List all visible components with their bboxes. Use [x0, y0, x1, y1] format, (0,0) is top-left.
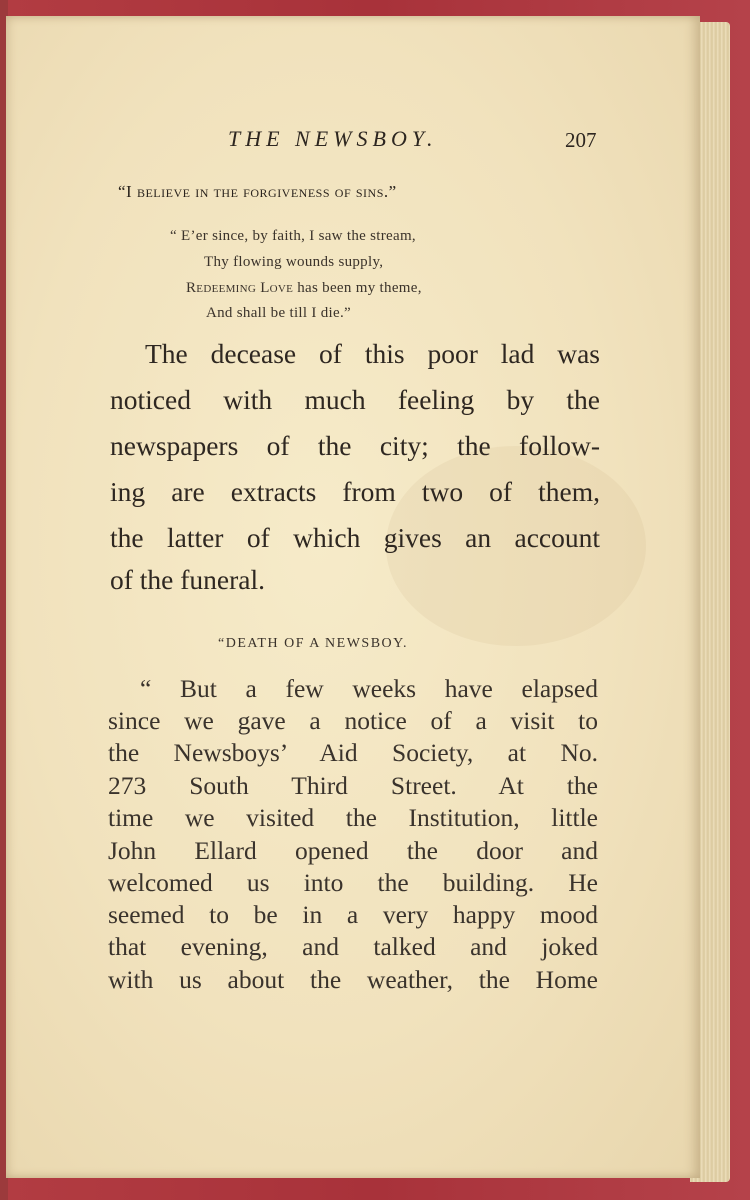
- verse-line: [186, 280, 422, 297]
- article-line: “ But a few weeks have elapsed: [140, 674, 598, 703]
- page-number: 207: [565, 128, 597, 152]
- running-header: [228, 126, 608, 156]
- article-line: the Newsboys’ Aid Society, at No.: [108, 738, 598, 767]
- article-line: welcomed us into the building. He: [108, 868, 598, 897]
- verse-line: “ E’er since, by faith, I saw the stream,: [170, 228, 416, 244]
- verse-line: Thy flowing wounds supply,: [204, 254, 384, 270]
- article-line: that evening, and talked and joked: [108, 932, 598, 961]
- article-line: 273 South Third Street. At the: [108, 771, 598, 800]
- article-line: since we gave a notice of a visit to: [108, 706, 598, 735]
- body-line: newspapers of the city; the follow-: [110, 430, 600, 461]
- article-line: with us about the weather, the Home: [108, 965, 598, 994]
- article-line: time we visited the Institution, little: [108, 803, 598, 832]
- verse-line-rest: has been my theme,: [293, 280, 422, 296]
- body-line: The decease of this poor lad was: [145, 338, 600, 369]
- body-line: noticed with much feeling by the: [110, 384, 600, 415]
- body-line: the latter of which gives an account: [110, 522, 600, 553]
- article-line: seemed to be in a very happy mood: [108, 900, 598, 929]
- body-line: ing are extracts from two of them,: [110, 476, 600, 507]
- hymn-heading: “I believe in the forgiveness of sins.”: [118, 182, 397, 201]
- verse-line: And shall be till I die.”: [206, 305, 351, 321]
- running-title: THE NEWSBOY.: [228, 126, 438, 151]
- section-heading: “DEATH OF A NEWSBOY.: [218, 636, 408, 651]
- body-line: of the funeral.: [110, 564, 265, 595]
- verse-emphasis: Redeeming Love: [186, 280, 294, 296]
- article-line: John Ellard opened the door and: [108, 836, 598, 865]
